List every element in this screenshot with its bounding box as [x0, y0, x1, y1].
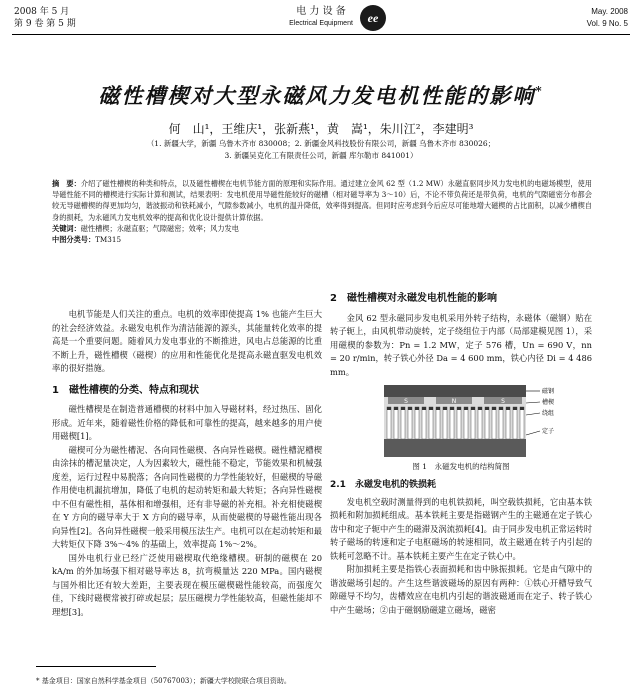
classification-number: TM315: [95, 235, 122, 245]
issue-date-cn: 2008 年 5 月: [14, 7, 70, 17]
abstract-block: [52, 178, 592, 245]
title-footnote-mark: *: [535, 84, 544, 98]
stator-slot: [436, 407, 440, 439]
right-column-top: [330, 284, 592, 379]
body-paragraph: 发电机空载时测量得到的电机铁损耗，叫空载铁损耗，它由基本铁损耗和附加损耗组成。基本铁耗主要是指磁钢产生的主磁通在定子铁心齿中和定子轭中产生的磁滞及涡流损耗[4]。由于同步发电机正常运转时转子磁场的转速和定子电枢磁场的转速相同，故主磁通在转子内引起的铁耗可忽略不计。基本铁耗主要产生在定子铁心中。: [330, 496, 592, 561]
left-column: [52, 308, 322, 619]
slot-wedge: [422, 407, 426, 410]
stator-slot: [415, 407, 419, 439]
abstract: [52, 178, 592, 223]
slot-wedge: [520, 407, 524, 410]
journal-header: [0, 0, 642, 40]
author-list: 何 山¹，王维庆¹，张新燕¹，黄 嵩¹，朱川江²，李建明³: [168, 122, 474, 136]
stator-slot: [394, 407, 398, 439]
slot-wedge: [429, 407, 433, 410]
figure-1-caption: 图 1 永磁发电机的结构简图: [412, 462, 510, 471]
body-paragraph: 磁楔可分为磁性槽泥、各向同性磁楔、各向异性磁楔。磁性槽泥槽楔由涂抹的槽泥量决定，人为因素较大，磁性能不稳定，节能效果和机械强度差，运行过程中易脱落；各向同性磁楔的力学性能较好，但磁楔的导磁作用使电机漏抗增加，降低了电机的起动转矩和最大转矩；各向异性磁楔中不但有磁性相，基体相和增强相，还有非导磁的补充相。补充相使磁楔在 Y 方向的磁导率大于 X 方向的磁导率，从而使磁楔的导磁性能出现各向异性[2]。各向异性磁楔一般采用模压法生产。电机可以在起动转矩和最大转矩仅下降 3%～4% 的基础上，效率提高 1%～2%。: [52, 444, 322, 549]
stator-yoke: [384, 439, 526, 457]
body-paragraph: 国外电机行业已经广泛使用磁楔取代绝缘槽楔。研制的磁楔在 20 kA/m 的外加场强下相对磁导率达 8，抗弯模量达 220 MPa。国内磁楔与国外相比还有较大差距，主要表现在模压磁楔磁性能较高，而强度欠佳，下线时磁楔常被打碎或起层；层压磁楔力学性能较高，但磁性能却不理想[3]。: [52, 552, 322, 617]
header-rule: [12, 34, 630, 35]
section-2-heading: 2 磁性槽楔对永磁发电机性能的影响: [330, 293, 497, 304]
stator-slot: [464, 407, 468, 439]
classification: [52, 234, 592, 245]
issue-info-en: [587, 6, 628, 30]
stator-slot: [457, 407, 461, 439]
abstract-label: 摘 要：: [52, 179, 81, 188]
slot-wedge: [506, 407, 510, 410]
journal-name: [0, 6, 642, 30]
slot-wedge: [485, 407, 489, 410]
journal-name-en: Electrical Equipment: [289, 20, 353, 27]
slot-wedge: [499, 407, 503, 410]
stator-slot: [401, 407, 405, 439]
slot-wedge: [464, 407, 468, 410]
slot-wedge: [415, 407, 419, 410]
keywords: [52, 223, 592, 234]
figure-1-generator-structure: [384, 385, 572, 457]
slot-wedge: [436, 407, 440, 410]
slot-wedge: [387, 407, 391, 410]
leader-line: [526, 413, 540, 415]
stator-slot: [471, 407, 475, 439]
stator-slot: [408, 407, 412, 439]
paper-title: [0, 80, 642, 110]
figure-label-magnet: 磁钢: [542, 388, 555, 395]
slot-wedge: [450, 407, 454, 410]
slot-wedge: [408, 407, 412, 410]
pole-label: S: [404, 398, 408, 405]
keywords-text: 磁性槽楔；永磁直驱；气隙磁密；效率；风力发电: [80, 223, 239, 233]
stator-slot: [520, 407, 524, 439]
figure-label-winding: 绕组: [542, 410, 555, 417]
body-paragraph: 附加损耗主要是指铁心表面损耗和齿中脉振损耗。它是由气隙中的谐波磁场引起的。产生这些谐波磁场的原因有两种：①铁心开槽导致气隙磁导不均匀，齿槽效应在电机内引起的谐波磁通而在定子、转子铁心中产生磁场；②由于磁钢励磁建立磁场，磁密: [330, 564, 592, 615]
leader-line: [526, 431, 540, 435]
classification-label: 中图分类号：: [52, 235, 96, 245]
right-column-bottom: [330, 476, 592, 617]
slot-wedge: [457, 407, 461, 410]
slot-wedge: [401, 407, 405, 410]
abstract-text: 介绍了磁性槽楔的种类和特点，以及磁性槽楔在电机节能方面的原理和实际作用。通过建立金风 62 型（1.2 MW）永磁直驱同步风力发电机的电磁场模型，使用导磁性能不同的槽楔进行实际计算和测试，结果表明：发电机使用导磁性能较好的磁槽（相对磁导率为 3～10）后，不论不带负荷还是带负荷，电机的气隙磁密分布都会较无导磁槽楔的得更加均匀，谐波振动和铁耗减小，气隙参数减小，电机的温升降低，效率得到提高。但同时应考虑到今后应尽可能地增大磁楔的占比面积，以减少槽楔自身的损耗，为永磁风力发电机效率的提高和优化设计提供计算依据。: [52, 179, 592, 222]
stator-slot: [422, 407, 426, 439]
issue-volume-en: Vol. 9 No. 5: [586, 19, 628, 28]
keywords-label: 关键词：: [52, 223, 81, 233]
stator-slot: [499, 407, 503, 439]
intro-paragraph: 电机节能是人们关注的重点。电机的效率即使提高 1% 也能产生巨大的社会经济效益。永磁发电机作为清洁能源的源头，其能量转化效率的提高是一个重要问题。随着风力发电事业的不断推进，风电占总能源的比重不断上升，磁性槽楔（磁楔）的应用和性能优化是提高永磁直驱发电机效率的很好措施。: [52, 309, 322, 373]
section-1-heading: 1 磁性槽楔的分类、特点和现状: [52, 384, 199, 396]
pole-label: S: [501, 398, 505, 405]
stator-slot: [506, 407, 510, 439]
stator-slot: [492, 407, 496, 439]
slot-wedge: [478, 407, 482, 410]
figure-label-stator: 定子: [542, 428, 555, 435]
slot-wedge: [513, 407, 517, 410]
affiliation-line: （1. 新疆大学，新疆 乌鲁木齐市 830008；2. 新疆金风科技股份有限公司，新疆 乌鲁木齐市 830026；: [146, 139, 496, 148]
footnote: * 基金项目：国家自然科学基金项目（50767003）；新疆大学校院联合项目资助。: [36, 677, 291, 685]
figure-label-wedge: 槽楔: [542, 399, 555, 406]
stator-slot: [485, 407, 489, 439]
affiliation-line: 3. 新疆吴克化工有限责任公司，新疆 库尔勒市 841001）: [224, 151, 418, 160]
issue-date-en: May. 2008: [591, 7, 628, 16]
slot-wedge: [443, 407, 447, 410]
body-paragraph: 金风 62 型永磁同步发电机采用外转子结构，永磁体（磁钢）贴在转子轭上，由风机带动旋转，定子绕组位于内部（局部建模见图 1），采用磁楔的参数为：Pn = 1.2 MW，定子 576 槽，Un = 690 V，nn = 20 r/min，转子铁心外径 Da = 4 600 mm，铁心内径 Di = 4 486 mm。: [330, 312, 592, 377]
rotor-yoke: [384, 385, 526, 397]
slot-wedge: [471, 407, 475, 410]
stator-slot: [387, 407, 391, 439]
footnote-rule: [36, 666, 156, 667]
journal-name-cn: 电 力 设 备: [296, 6, 346, 17]
stator-slot: [513, 407, 517, 439]
affiliations: [40, 138, 602, 162]
stator-slot: [478, 407, 482, 439]
slot-wedge: [492, 407, 496, 410]
paper-title-text: 磁性槽楔对大型永磁风力发电机性能的影响: [98, 83, 536, 108]
slot-wedge: [394, 407, 398, 410]
issue-volume-cn: 第 9 卷 第 5 期: [14, 19, 76, 29]
stator-slot: [443, 407, 447, 439]
stator-slot: [450, 407, 454, 439]
journal-logo: ee: [360, 5, 386, 31]
pole-label: N: [451, 398, 457, 405]
body-paragraph: 磁性槽楔是在制造普通槽楔的材料中加入导磁材料，经过热压、固化形成。近年来，随着磁性价格的降低和可靠性的提高，越来越多的用户使用磁楔[1]。: [52, 404, 322, 441]
subsection-2-1-heading: 2.1 永磁发电机的铁损耗: [330, 480, 436, 490]
leader-line: [526, 402, 540, 403]
stator-slot: [429, 407, 433, 439]
